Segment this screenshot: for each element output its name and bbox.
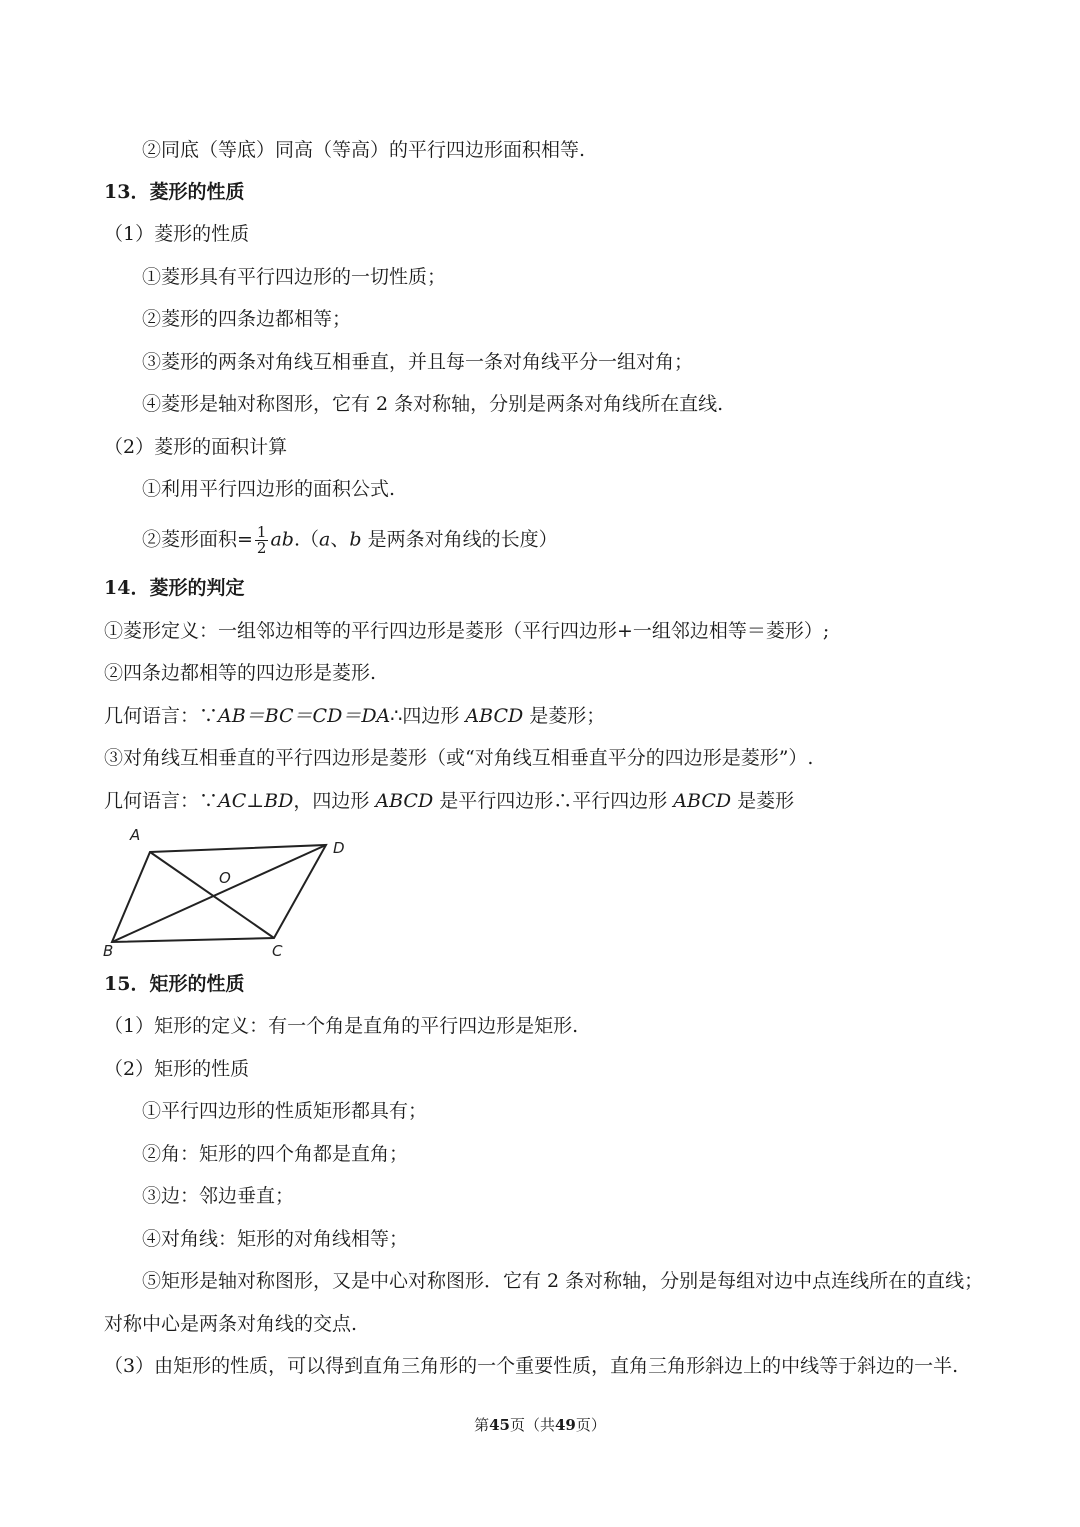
footer-text: 页（共 bbox=[509, 1416, 555, 1434]
formula-text: 、 bbox=[330, 528, 350, 551]
section-heading-13: 13．菱形的性质 bbox=[104, 181, 245, 203]
vertex-label-a: A bbox=[130, 826, 141, 844]
text-line: 对称中心是两条对角线的交点. bbox=[104, 1313, 358, 1335]
text-fragment: 是菱形 bbox=[731, 790, 795, 812]
fraction-denominator: 2 bbox=[256, 539, 267, 557]
list-item: ③边：邻边垂直； bbox=[142, 1185, 295, 1207]
geometry-language-line bbox=[104, 703, 605, 729]
geometry-language-line bbox=[104, 788, 794, 814]
text-fragment: 几何语言：∵ bbox=[104, 705, 219, 727]
fraction-one-half bbox=[255, 525, 269, 556]
section-heading-14: 14．菱形的判定 bbox=[104, 577, 245, 599]
math-expression: AC⊥BD bbox=[218, 790, 294, 812]
list-item: ②菱形的四条边都相等； bbox=[142, 308, 352, 330]
text-line: ②同底（等底）同高（等高）的平行四边形面积相等. bbox=[142, 139, 586, 161]
text-fragment: 是平行四边形∴平行四边形 bbox=[433, 790, 674, 812]
total-pages: 49 bbox=[555, 1416, 576, 1434]
formula-variable: ab bbox=[270, 528, 294, 551]
math-expression: ABCD bbox=[465, 705, 524, 727]
math-expression: ABCD bbox=[375, 790, 434, 812]
diagonal-bd bbox=[112, 845, 326, 942]
formula-text: 是两条对角线的长度） bbox=[361, 528, 558, 551]
text-fragment: ，四边形 bbox=[293, 790, 376, 812]
fraction-numerator: 1 bbox=[256, 523, 267, 541]
list-item: ①平行四边形的性质矩形都具有； bbox=[142, 1100, 428, 1122]
section-heading-15: 15．矩形的性质 bbox=[104, 973, 245, 995]
list-item: ④对角线：矩形的对角线相等； bbox=[142, 1228, 409, 1250]
center-label-o: O bbox=[219, 869, 231, 887]
subheading: （1）菱形的性质 bbox=[104, 223, 250, 245]
text-line: （1）矩形的定义：有一个角是直角的平行四边形是矩形. bbox=[104, 1015, 579, 1037]
footer-text: 页） bbox=[575, 1416, 606, 1434]
math-expression: ABCD bbox=[673, 790, 732, 812]
list-item: ③菱形的两条对角线互相垂直，并且每一条对角线平分一组对角； bbox=[142, 351, 694, 373]
text-fragment: 几何语言：∵ bbox=[104, 790, 219, 812]
text-fragment: ∴四边形 bbox=[390, 705, 466, 727]
subheading: （2）矩形的性质 bbox=[104, 1058, 250, 1080]
list-item: ①利用平行四边形的面积公式. bbox=[142, 478, 396, 500]
formula-text: .（ bbox=[293, 528, 320, 551]
text-line: （3）由矩形的性质，可以得到直角三角形的一个重要性质，直角三角形斜边上的中线等于斜边的一半. bbox=[104, 1355, 959, 1377]
list-item: ⑤矩形是轴对称图形，又是中心对称图形．它有 2 条对称轴，分别是每组对边中点连线所在的直线； bbox=[142, 1270, 984, 1292]
formula-variable: b bbox=[349, 528, 362, 551]
math-expression: AB＝BC＝CD＝DA bbox=[218, 705, 391, 727]
rhombus-diagram bbox=[100, 825, 360, 960]
text-line: ②四条边都相等的四边形是菱形. bbox=[104, 662, 377, 684]
diagonal-ac bbox=[150, 852, 274, 938]
list-item: ①菱形具有平行四边形的一切性质； bbox=[142, 266, 447, 288]
vertex-label-b: B bbox=[103, 942, 114, 960]
list-item: ④菱形是轴对称图形，它有 2 条对称轴，分别是两条对角线所在直线. bbox=[142, 393, 724, 415]
formula-variable: a bbox=[319, 528, 331, 551]
vertex-label-d: D bbox=[333, 839, 345, 857]
area-formula-line bbox=[142, 525, 558, 556]
text-line: ③对角线互相垂直的平行四边形是菱形（或“对角线互相垂直平分的四边形是菱形”）. bbox=[104, 747, 814, 769]
vertex-label-c: C bbox=[272, 942, 283, 960]
page-number: 45 bbox=[489, 1416, 510, 1434]
list-item: ②角：矩形的四个角都是直角； bbox=[142, 1143, 409, 1165]
formula-prefix: ②菱形面积= bbox=[142, 528, 253, 551]
text-line: ①菱形定义：一组邻边相等的平行四边形是菱形（平行四边形+一组邻边相等＝菱形）; bbox=[104, 620, 830, 642]
subheading: （2）菱形的面积计算 bbox=[104, 436, 288, 458]
page-footer bbox=[0, 1414, 1080, 1435]
text-fragment: 是菱形； bbox=[523, 705, 606, 727]
footer-text: 第 bbox=[474, 1416, 490, 1434]
